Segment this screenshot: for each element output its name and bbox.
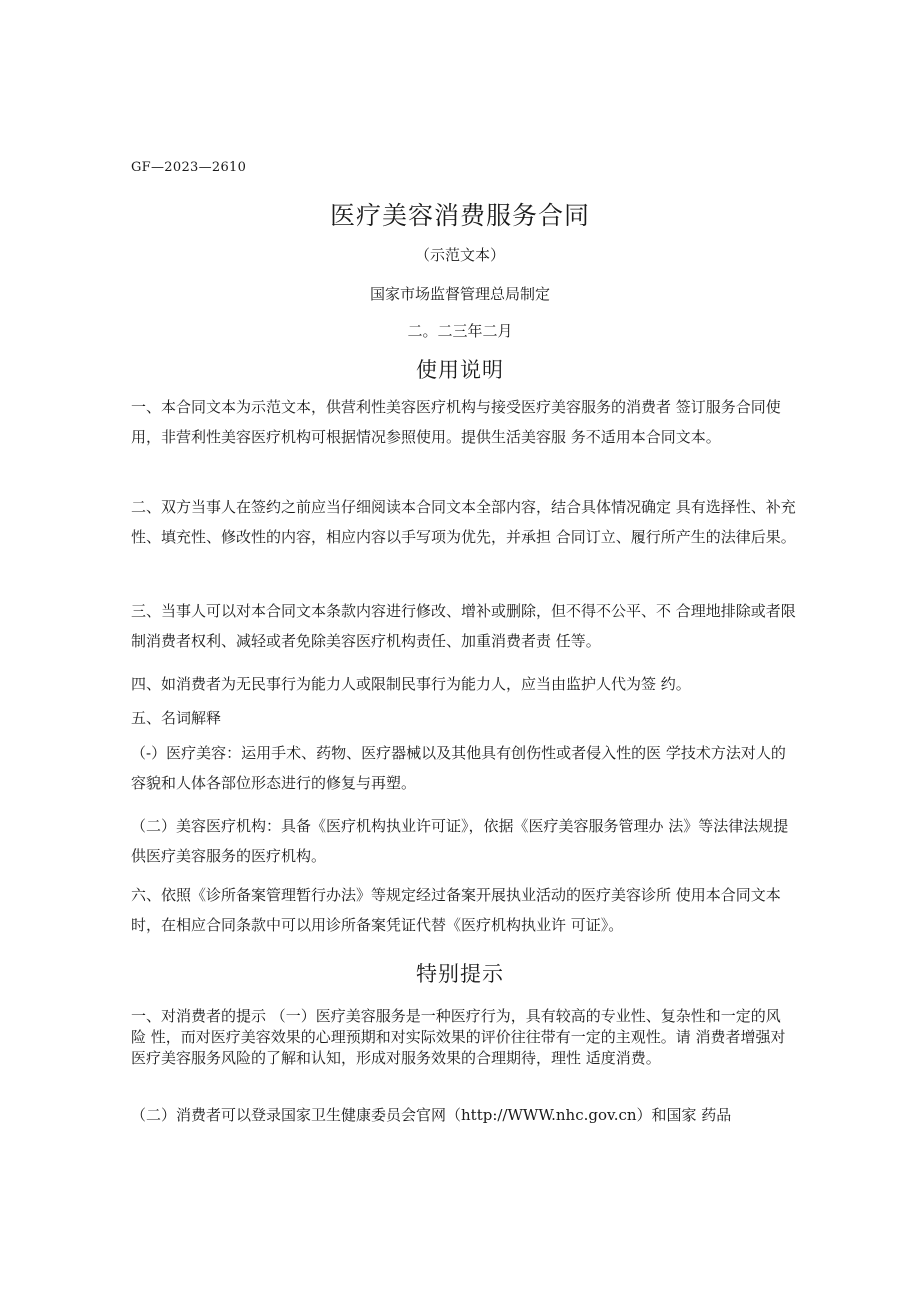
usage-paragraph: 四、如消费者为无民事行为能力人或限制民事行为能力人，应当由监护人代为签 约。 bbox=[131, 675, 691, 693]
usage-paragraph: （二）美容医疗机构：具备《医疗机构执业许可证》，依据《医疗美容服务管理办 法》等法律法规提供医疗美容服务的医疗机构。 bbox=[131, 817, 789, 865]
notice-paragraph: （二）消费者可以登录国家卫生健康委员会官网（http://WWW.nhc.gov.cn）和国家 药品 bbox=[131, 1106, 732, 1124]
usage-paragraph: （-）医疗美容：运用手术、药物、医疗器械以及其他具有创伤性或者侵入性的医 学技术方法对人的容貌和人体各部位形态进行的修复与再塑。 bbox=[131, 744, 786, 792]
document-title: 医疗美容消费服务合同 bbox=[329, 201, 590, 230]
issue-date: 二。二三年二月 bbox=[407, 322, 513, 340]
special-notice-heading: 特别提示 bbox=[416, 962, 504, 986]
usage-paragraph: 一、本合同文本为示范文本，供营利性美容医疗机构与接受医疗美容服务的消费者 签订服务合同使用，非营利性美容医疗机构可根据情况参照使用。提供生活美容服 务不适用本合同文本。 bbox=[131, 398, 781, 446]
usage-paragraph: 六、依照《诊所备案管理暂行办法》等规定经过备案开展执业活动的医疗美容诊所 使用本合同文本时，在相应合同条款中可以用诊所备案凭证代替《医疗机构执业许 可证》。 bbox=[131, 886, 781, 934]
sample-text-note: （示范文本） bbox=[414, 246, 505, 264]
usage-instructions-heading: 使用说明 bbox=[416, 358, 504, 382]
usage-paragraph: 五、名词解释 bbox=[131, 709, 222, 727]
document-code: GF—2023—2610 bbox=[131, 160, 247, 175]
issuing-authority: 国家市场监督管理总局制定 bbox=[369, 285, 550, 303]
notice-paragraph: 一、对消费者的提示 （一）医疗美容服务是一种医疗行为，具有较高的专业性、复杂性和一定的风险 性，而对医疗美容效果的心理预期和对实际效果的评价往往带有一定的主观性。请 消费者增强对医疗美容服务风险的了解和认知，形成对服务效果的合理期待，理性 适度消费。 bbox=[131, 1007, 786, 1067]
usage-paragraph: 三、当事人可以对本合同文本条款内容进行修改、增补或删除，但不得不公平、不 合理地排除或者限制消费者权利、减轻或者免除美容医疗机构责任、加重消费者责 任等。 bbox=[131, 602, 796, 650]
usage-paragraph: 二、双方当事人在签约之前应当仔细阅读本合同文本全部内容，结合具体情况确定 具有选择性、补充性、填充性、修改性的内容，相应内容以手写项为优先，并承担 合同订立、履行所产生的法律后果。 bbox=[131, 498, 796, 546]
